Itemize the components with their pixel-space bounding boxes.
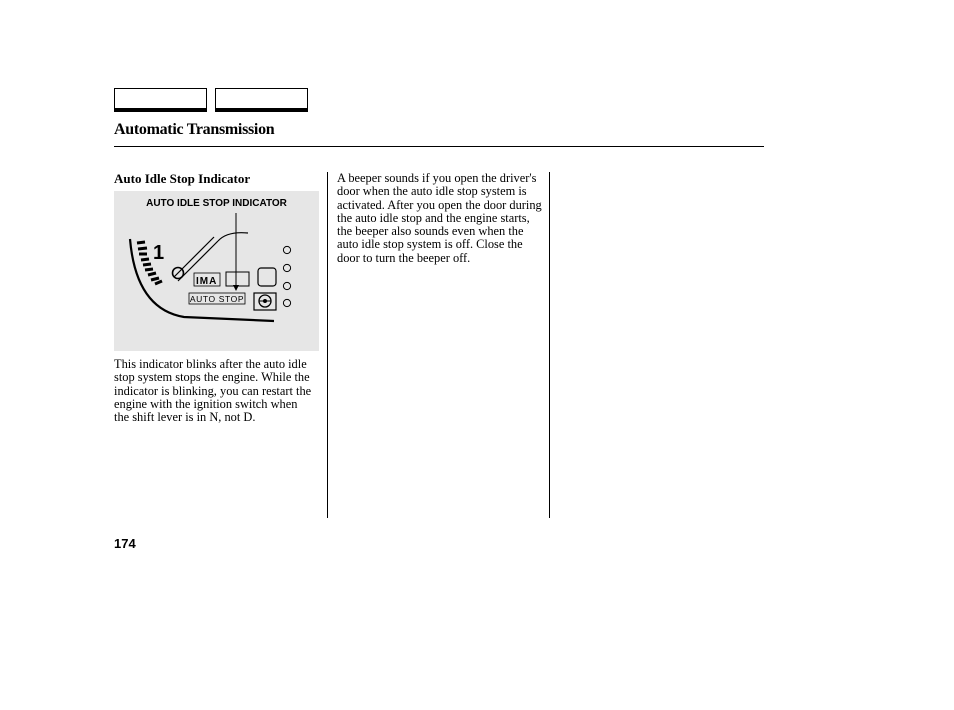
section-heading: Auto Idle Stop Indicator: [114, 171, 251, 186]
needle-tip-curve: [218, 233, 248, 241]
main-menu-button[interactable]: [114, 88, 207, 112]
ima-label: IMA: [196, 276, 218, 287]
indicator-lamps: [283, 246, 290, 306]
gauge-drawing: [114, 191, 319, 351]
index-button[interactable]: [215, 88, 308, 112]
gauge-number: 1: [153, 242, 165, 264]
beeper-description: A beeper sounds if you open the driver's door when the auto idle stop system is activated. After you open the door during the auto idle stop and the engine starts, the beeper also sounds even when the auto idle stop system is off. Close the door to turn the beeper off.: [337, 171, 542, 265]
column-divider-right: [549, 172, 550, 518]
pointer-arrowhead: [233, 285, 239, 291]
warning-light-box: [226, 272, 249, 286]
page-number: 174: [114, 536, 136, 551]
gauge-needle: [174, 237, 214, 277]
column-divider-left: [327, 172, 328, 518]
rounded-warning-light: [258, 268, 276, 286]
indicator-illustration: [114, 191, 319, 351]
gauge-needle-shadow: [178, 241, 218, 281]
auto-stop-label: AUTO STOP: [189, 294, 245, 304]
figure-caption: AUTO IDLE STOP INDICATOR: [146, 198, 287, 209]
page-title: Automatic Transmission: [114, 121, 275, 138]
title-divider: [114, 146, 764, 147]
indicator-description: This indicator blinks after the auto idle stop system stops the engine. While the indicator is blinking, you can restart the engine with the ignition switch when the shift lever is in N, not D.: [114, 357, 312, 425]
